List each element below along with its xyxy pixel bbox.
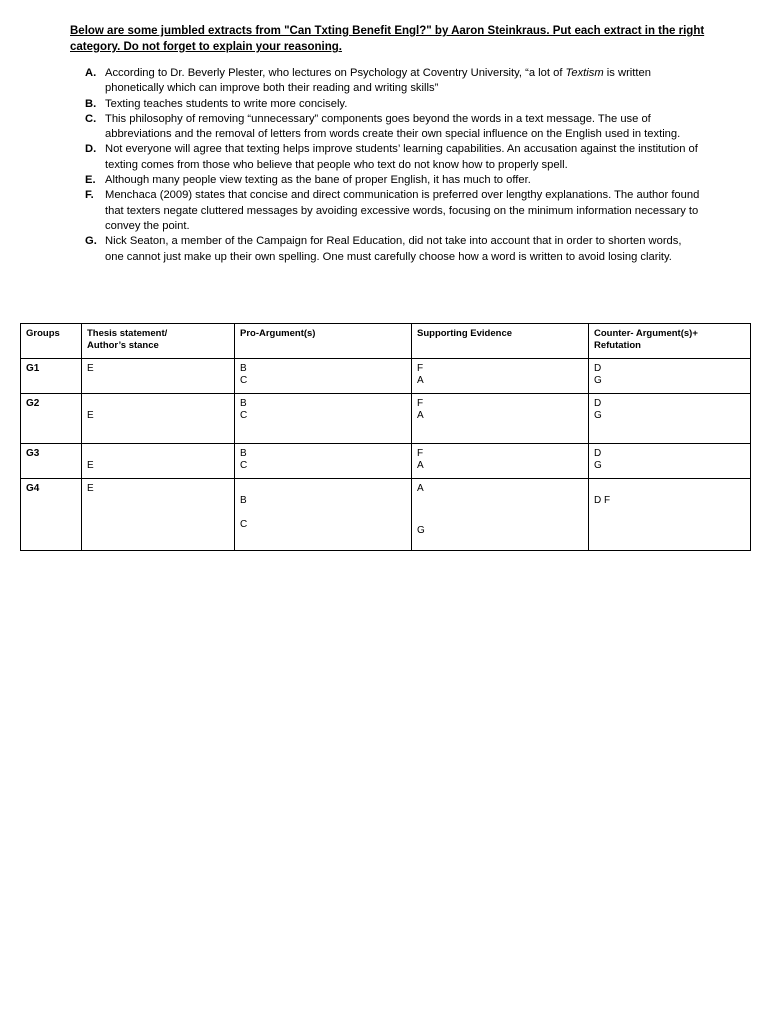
cell-value: D xyxy=(594,363,602,374)
evidence-cell xyxy=(412,359,589,394)
extracts-list xyxy=(85,66,700,265)
extract-letter: E. xyxy=(85,174,96,187)
header-pro-arguments: Pro-Argument(s) xyxy=(235,324,412,359)
cell-value: A xyxy=(417,483,424,494)
cell-value: G xyxy=(594,375,602,386)
thesis-cell: E xyxy=(82,359,235,394)
thesis-cell xyxy=(82,394,235,444)
counter-cell xyxy=(589,444,751,479)
extract-item-a xyxy=(85,66,700,97)
cell-value: C xyxy=(240,460,248,471)
cell-value: G xyxy=(594,460,602,471)
cell-value: B xyxy=(240,398,247,409)
cell-value: G xyxy=(594,410,602,421)
cell-value: E xyxy=(87,410,94,421)
pro-cell xyxy=(235,444,412,479)
header-thesis-line: Thesis statement/ xyxy=(87,328,168,339)
extract-letter: D. xyxy=(85,143,97,156)
extract-letter: C. xyxy=(85,112,97,125)
evidence-cell xyxy=(412,444,589,479)
group-cell: G1 xyxy=(21,359,82,394)
header-counter-line: Counter- Argument(s)+ xyxy=(594,328,698,339)
cell-value: D F xyxy=(594,495,611,506)
table-row xyxy=(21,479,751,551)
extract-item-b xyxy=(85,97,700,112)
group-cell: G4 xyxy=(21,479,82,551)
cell-value: A xyxy=(417,375,424,386)
cell-value: E xyxy=(87,460,94,471)
extract-text xyxy=(105,66,700,97)
extract-text: Although many people view texting as the bane of proper English, it has much to offer. xyxy=(105,174,531,187)
header-thesis xyxy=(82,324,235,359)
cell-value: F xyxy=(417,398,424,409)
counter-cell xyxy=(589,394,751,444)
cell-value: A xyxy=(417,410,424,421)
cell-value: C xyxy=(240,410,248,421)
extract-item-d xyxy=(85,142,700,173)
cell-value: C xyxy=(240,519,248,530)
extract-text-part: is written phonetically which can improve both their reading and writing skills” xyxy=(105,67,651,95)
pro-cell xyxy=(235,479,412,551)
group-cell: G2 xyxy=(21,394,82,444)
extract-item-f xyxy=(85,188,700,234)
evidence-cell xyxy=(412,479,589,551)
extract-text-part: According to Dr. Beverly Plester, who lectures on Psychology at Coventry University, “a lot of xyxy=(105,67,566,79)
extract-letter: F. xyxy=(85,189,94,202)
cell-value: G xyxy=(417,525,425,536)
extract-letter: G. xyxy=(85,235,97,248)
categorization-table xyxy=(20,323,751,551)
header-counter-arguments xyxy=(589,324,751,359)
extract-item-c xyxy=(85,112,700,143)
extract-item-g xyxy=(85,234,700,265)
extract-letter: A. xyxy=(85,67,97,79)
pro-cell xyxy=(235,394,412,444)
header-groups: Groups xyxy=(21,324,82,359)
extract-text: This philosophy of removing “unnecessary” components goes beyond the words in a text message. The use of abbreviations and the removal of letters from words create their own special influence on the English used in texting. xyxy=(105,112,681,141)
evidence-cell xyxy=(412,394,589,444)
cell-value: F xyxy=(417,363,424,374)
counter-cell xyxy=(589,479,751,551)
table-row xyxy=(21,394,751,444)
group-cell: G3 xyxy=(21,444,82,479)
cell-value: B xyxy=(240,448,247,459)
instructions-heading: Below are some jumbled extracts from "Can Txting Benefit Engl?" by Aaron Steinkraus. Put each extract in the right category. Do not forget to explain your reasoning. xyxy=(70,25,705,53)
counter-cell xyxy=(589,359,751,394)
cell-value: A xyxy=(417,460,424,471)
cell-value: F xyxy=(417,448,424,459)
table-row xyxy=(21,444,751,479)
cell-value: B xyxy=(240,363,247,374)
cell-value: D xyxy=(594,448,602,459)
extract-italic-term: Textism xyxy=(565,67,604,79)
extract-letter: B. xyxy=(85,97,97,110)
header-supporting-evidence: Supporting Evidence xyxy=(412,324,589,359)
pro-cell xyxy=(235,359,412,394)
extract-text: Texting teaches students to write more concisely. xyxy=(105,97,348,110)
table-header-row xyxy=(21,324,751,359)
thesis-cell: E xyxy=(82,479,235,551)
extract-text: Not everyone will agree that texting helps improve students’ learning capabilities. An accusation against the institution of texting comes from those who believe that people who text do not know how to properly spell. xyxy=(105,143,698,171)
header-thesis-line: Author’s stance xyxy=(87,340,159,351)
cell-value: C xyxy=(240,375,248,386)
extract-text: Nick Seaton, a member of the Campaign for Real Education, did not take into account that in order to shorten words, one cannot just make up their own spelling. One must carefully choose how a word is written to avoid losing clarity. xyxy=(105,235,682,263)
extract-item-e xyxy=(85,173,700,188)
cell-value: D xyxy=(594,398,602,409)
header-counter-line: Refutation xyxy=(594,340,641,351)
extract-text: Menchaca (2009) states that concise and direct communication is preferred over lengthy explanations. The author found that texters negate cluttered messages by avoiding excessive words, focusing on the minimum information necessary to convey the point. xyxy=(105,189,700,232)
cell-value: B xyxy=(240,495,247,506)
table-row xyxy=(21,359,751,394)
thesis-cell xyxy=(82,444,235,479)
